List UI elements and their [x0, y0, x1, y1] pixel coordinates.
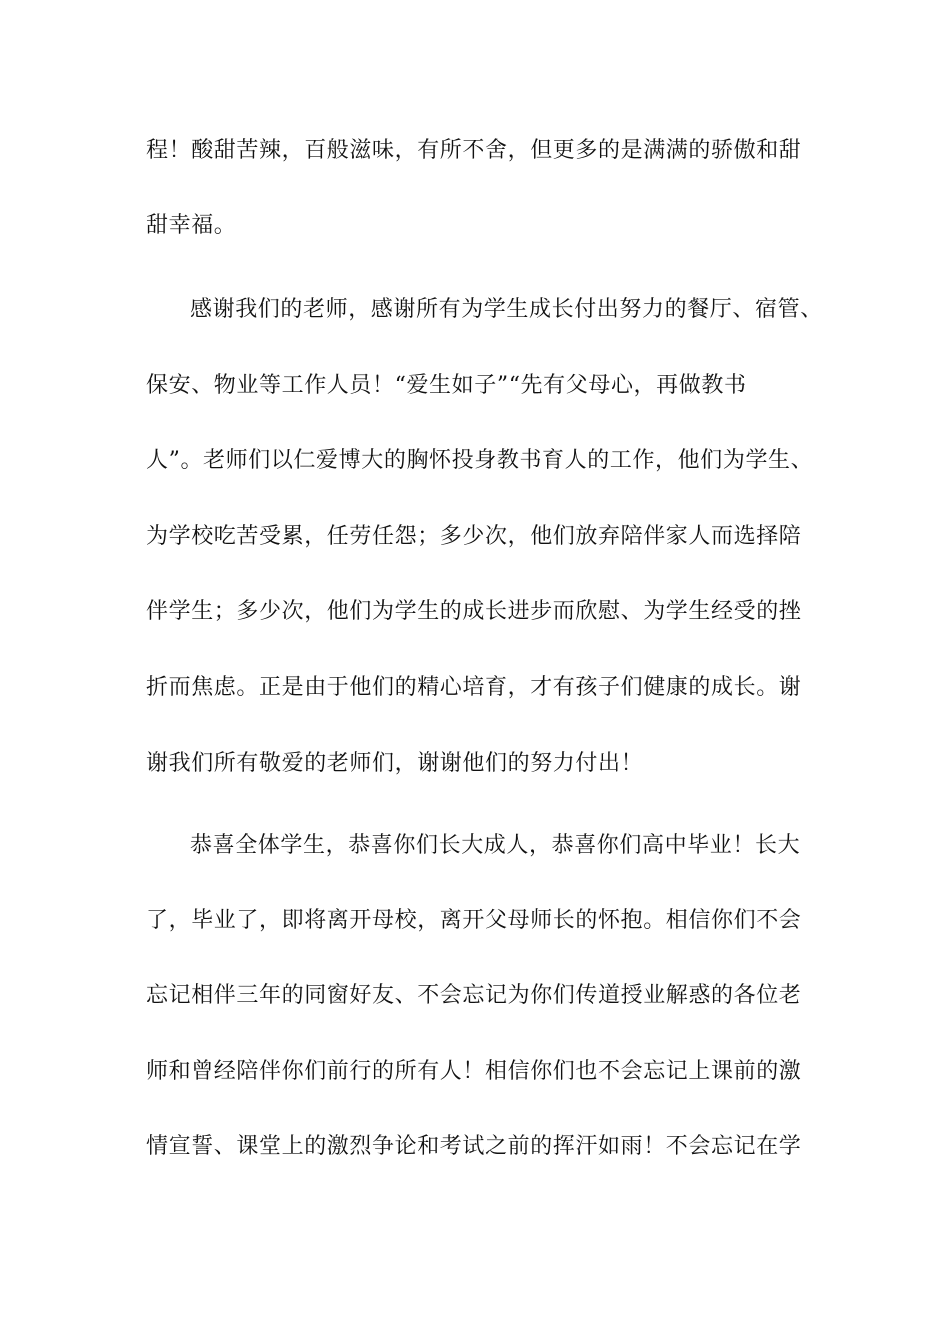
- text-line: 恭喜全体学生，恭喜你们长大成人，恭喜你们高中毕业！长大: [190, 833, 801, 858]
- text-line: 为学校吃苦受累，任劳任怨；多少次，他们放弃陪伴家人而选择陪: [146, 524, 802, 549]
- text-line: 折而焦虑。正是由于他们的精心培育，才有孩子们健康的成长。谢: [146, 675, 802, 700]
- text-line: 感谢我们的老师，感谢所有为学生成长付出努力的餐厅、宿管、: [190, 297, 823, 322]
- text-line: 忘记相伴三年的同窗好友、不会忘记为你们传道授业解惑的各位老: [146, 983, 802, 1008]
- text-line: 了，毕业了，即将离开母校，离开父母师长的怀抱。相信你们不会: [146, 908, 802, 933]
- text-line: 师和曾经陪伴你们前行的所有人！相信你们也不会忘记上课前的激: [146, 1059, 802, 1084]
- text-line: 伴学生；多少次，他们为学生的成长进步而欣慰、为学生经受的挫: [146, 599, 802, 624]
- text-line: 情宣誓、课堂上的激烈争论和考试之前的挥汗如雨！不会忘记在学: [146, 1134, 802, 1159]
- text-line: 谢我们所有敬爱的老师们，谢谢他们的努力付出！: [146, 751, 644, 776]
- text-line: 甜幸福。: [146, 213, 237, 238]
- text-line: 程！酸甜苦辣，百般滋味，有所不舍，但更多的是满满的骄傲和甜: [146, 138, 802, 163]
- text-line: 保安、物业等工作人员！“爱生如子”“先有父母心，再做教书: [146, 373, 747, 398]
- text-line: 人”。老师们以仁爱博大的胸怀投身教书育人的工作，他们为学生、: [146, 448, 814, 473]
